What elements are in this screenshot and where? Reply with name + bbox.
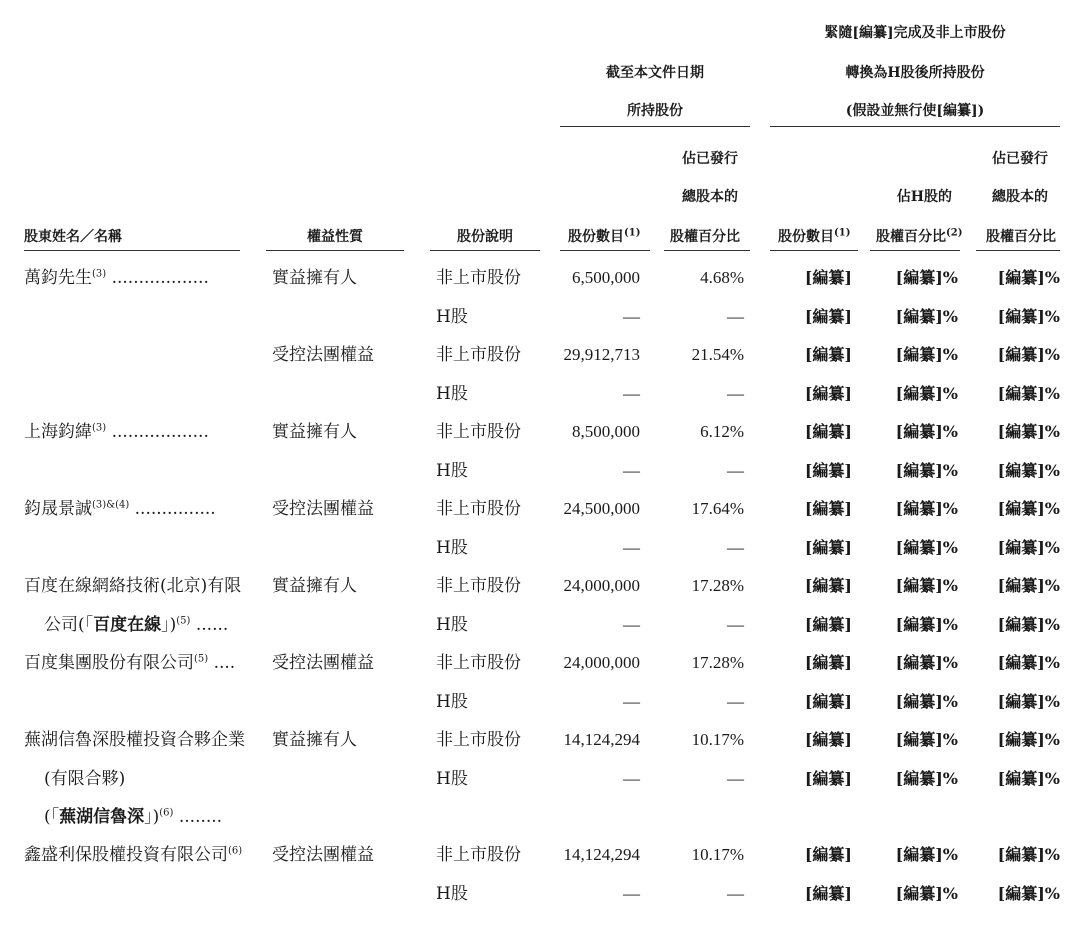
redacted-total-percentage: [編纂]% [997, 306, 1060, 326]
col-rule-pct2 [976, 250, 1060, 251]
shareholder-name: 上海鈞緯$^{(3)}$ .................. [24, 422, 209, 442]
group-header-current-rule [560, 126, 750, 127]
redacted-h-percentage: [編纂]% [895, 576, 958, 595]
group-header-after-line3: (假設並無行使[編纂]) [845, 103, 985, 119]
shareholder-name: (「蕪湖信魯深」)$^{(6)}$ ........ [44, 807, 223, 827]
redacted-h-percentage: [編纂]% [895, 460, 958, 480]
interest-nature: 受控法團權益 [272, 345, 374, 365]
col-header-pct: 股權百分比 [670, 229, 740, 245]
pct-issued-header-l1: 佔已發行 [682, 151, 738, 167]
redacted-total-percentage: [編纂]% [997, 422, 1060, 441]
col-rule-pct-h [870, 250, 960, 251]
redacted-share-count: [編纂] [804, 383, 852, 403]
share-description: H股 [436, 383, 468, 404]
share-percentage: — [727, 383, 744, 403]
share-description: 非上市股份 [436, 345, 521, 365]
share-percentage: — [727, 460, 744, 480]
redacted-h-percentage: [編纂]% [895, 768, 958, 788]
col-rule-pct [664, 250, 750, 251]
share-count: 8,500,000 [572, 422, 640, 441]
share-count: — [623, 768, 640, 788]
share-description: 非上市股份 [436, 730, 521, 750]
interest-nature: 實益擁有人 [272, 268, 357, 288]
redacted-total-percentage: [編纂]% [997, 268, 1060, 287]
redacted-share-count: [編纂] [804, 730, 852, 749]
redacted-total-percentage: [編纂]% [997, 730, 1060, 749]
share-description: H股 [436, 614, 468, 635]
pct-issued2-header-l1: 佔已發行 [992, 151, 1048, 167]
shareholder-name: 鑫盛利保股權投資有限公司$^{(6)}$ [24, 845, 243, 865]
redacted-total-percentage: [編纂]% [997, 768, 1060, 788]
group-header-after-rule [770, 126, 1060, 127]
share-count: — [623, 537, 640, 557]
redacted-share-count: [編纂] [804, 614, 852, 634]
redacted-h-percentage: [編纂]% [895, 653, 958, 672]
redacted-h-percentage: [編纂]% [895, 268, 958, 287]
col-header-num: 股份數目$^{(1)}$ [568, 227, 641, 245]
shareholder-name: 公司(「百度在線」)$^{(5)}$ ...... [44, 614, 229, 635]
group-header-current-line1: 截至本文件日期 [606, 65, 704, 81]
share-count: — [623, 383, 640, 403]
col-header-pct2: 股權百分比 [986, 229, 1056, 245]
redacted-h-percentage: [編纂]% [895, 422, 958, 441]
share-count: 14,124,294 [563, 730, 640, 749]
redacted-share-count: [編纂] [804, 460, 852, 480]
group-header-current-line2: 所持股份 [627, 103, 683, 119]
share-description: H股 [436, 768, 468, 789]
redacted-h-percentage: [編纂]% [895, 383, 958, 403]
share-description: H股 [436, 883, 468, 904]
redacted-h-percentage: [編纂]% [895, 883, 958, 903]
share-description: H股 [436, 691, 468, 712]
interest-nature: 受控法團權益 [272, 499, 374, 519]
col-header-nature: 權益性質 [307, 229, 363, 245]
interest-nature: 實益擁有人 [272, 730, 357, 750]
interest-nature: 受控法團權益 [272, 653, 374, 673]
col-rule-num [560, 250, 650, 251]
pct-h-header-l1: 佔H股的 [896, 189, 952, 205]
redacted-share-count: [編纂] [804, 576, 852, 595]
share-count: 14,124,294 [563, 845, 640, 864]
share-percentage: 17.28% [691, 576, 744, 595]
redacted-share-count: [編纂] [804, 499, 852, 518]
share-count: 29,912,713 [563, 345, 640, 364]
share-percentage: — [727, 537, 744, 557]
shareholder-name: 百度集團股份有限公司$^{(5)}$ .... [24, 653, 236, 673]
col-rule-num2 [770, 250, 858, 251]
share-description: 非上市股份 [436, 499, 521, 519]
share-count: 24,000,000 [563, 653, 640, 672]
share-percentage: — [727, 691, 744, 711]
redacted-h-percentage: [編纂]% [895, 306, 958, 326]
share-percentage: 10.17% [691, 845, 744, 864]
redacted-h-percentage: [編纂]% [895, 537, 958, 557]
share-count: — [623, 883, 640, 903]
redacted-share-count: [編纂] [804, 653, 852, 672]
redacted-total-percentage: [編纂]% [997, 499, 1060, 518]
share-percentage: — [727, 614, 744, 634]
share-count: 6,500,000 [572, 268, 640, 287]
share-count: — [623, 614, 640, 634]
share-percentage: — [727, 883, 744, 903]
redacted-total-percentage: [編纂]% [997, 460, 1060, 480]
share-description: H股 [436, 537, 468, 558]
share-percentage: 17.28% [691, 653, 744, 672]
share-percentage: 4.68% [700, 268, 744, 287]
col-rule-desc [430, 250, 540, 251]
redacted-total-percentage: [編纂]% [997, 883, 1060, 903]
interest-nature: 實益擁有人 [272, 422, 357, 442]
share-percentage: 17.64% [691, 499, 744, 518]
share-count: 24,500,000 [563, 499, 640, 518]
redacted-h-percentage: [編纂]% [895, 614, 958, 634]
share-count: 24,000,000 [563, 576, 640, 595]
shareholder-name: 萬鈞先生$^{(3)}$ .................. [24, 268, 209, 288]
redacted-share-count: [編纂] [804, 422, 852, 441]
share-percentage: 21.54% [691, 345, 744, 364]
redacted-h-percentage: [編纂]% [895, 345, 958, 364]
shareholder-name: 蕪湖信魯深股權投資合夥企業 [24, 730, 245, 750]
redacted-total-percentage: [編纂]% [997, 845, 1060, 864]
share-count: — [623, 460, 640, 480]
interest-nature: 實益擁有人 [272, 576, 357, 596]
share-description: 非上市股份 [436, 576, 521, 596]
redacted-share-count: [編纂] [804, 691, 852, 711]
redacted-total-percentage: [編纂]% [997, 653, 1060, 672]
share-description: 非上市股份 [436, 845, 521, 865]
pct-issued-header-l2: 總股本的 [682, 189, 738, 205]
share-description: H股 [436, 460, 468, 481]
redacted-share-count: [編纂] [804, 883, 852, 903]
share-description: 非上市股份 [436, 268, 521, 288]
col-header-num2: 股份數目$^{(1)}$ [778, 227, 851, 245]
redacted-share-count: [編纂] [804, 537, 852, 557]
share-count: — [623, 691, 640, 711]
redacted-total-percentage: [編纂]% [997, 345, 1060, 364]
col-rule-name [24, 250, 240, 251]
share-description: 非上市股份 [436, 422, 521, 442]
group-header-after-line1: 緊隨[編纂]完成及非上市股份 [824, 25, 1006, 41]
interest-nature: 受控法團權益 [272, 845, 374, 865]
redacted-share-count: [編纂] [804, 306, 852, 326]
shareholder-name: 鈞晟景誠$^{(3)\&(4)}$ ............... [24, 499, 216, 519]
redacted-total-percentage: [編纂]% [997, 537, 1060, 557]
redacted-share-count: [編纂] [804, 345, 852, 364]
redacted-h-percentage: [編纂]% [895, 845, 958, 864]
share-description: H股 [436, 306, 468, 327]
redacted-h-percentage: [編纂]% [895, 730, 958, 749]
pct-issued2-header-l2: 總股本的 [992, 189, 1048, 205]
shareholder-name: 百度在線網絡技術(北京)有限 [24, 576, 242, 596]
shareholder-name: (有限合夥) [44, 768, 126, 789]
redacted-h-percentage: [編纂]% [895, 691, 958, 711]
share-percentage: — [727, 306, 744, 326]
redacted-total-percentage: [編纂]% [997, 614, 1060, 634]
redacted-share-count: [編纂] [804, 768, 852, 788]
share-count: — [623, 306, 640, 326]
share-percentage: 6.12% [700, 422, 744, 441]
redacted-share-count: [編纂] [804, 845, 852, 864]
col-header-name: 股東姓名／名稱 [24, 229, 122, 245]
redacted-h-percentage: [編纂]% [895, 499, 958, 518]
share-percentage: — [727, 768, 744, 788]
group-header-after-line2: 轉換為H股後所持股份 [845, 65, 985, 81]
col-rule-nature [266, 250, 404, 251]
share-percentage: 10.17% [691, 730, 744, 749]
col-header-desc: 股份說明 [457, 229, 513, 245]
col-header-pct-h: 股權百分比$^{(2)}$ [876, 227, 963, 245]
redacted-total-percentage: [編纂]% [997, 383, 1060, 403]
share-description: 非上市股份 [436, 653, 521, 673]
redacted-total-percentage: [編纂]% [997, 691, 1060, 711]
redacted-total-percentage: [編纂]% [997, 576, 1060, 595]
redacted-share-count: [編纂] [804, 268, 852, 287]
